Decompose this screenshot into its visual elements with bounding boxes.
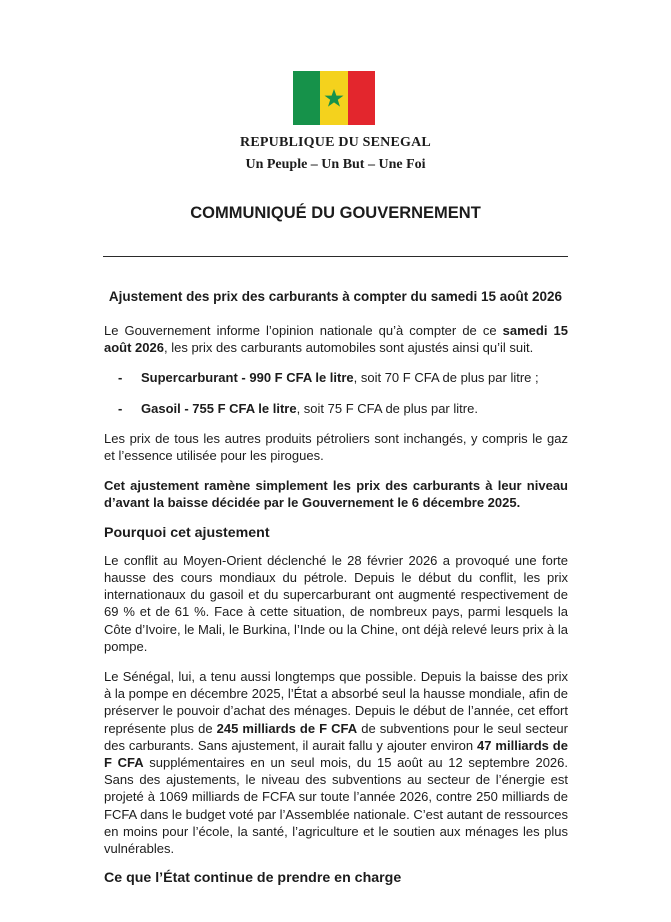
list-item (104, 369, 568, 386)
subsidy-text-3: supplémentaires en un seul mois, du 15 août au 12 septembre 2026. Sans des ajustements, le niveau des subventions au secteur de l’énergie est projeté à 1069 milliards de FCFA sur toute l’année 2026, contre 250 milliards de FCFA dans le budget voté par l’Assemblée nationale. C’est autant de ressources en moins pour l’école, la santé, l’agriculture et le soutien aux ménages les plus vulnérables. (104, 755, 568, 857)
republic-name: REPUBLIQUE DU SENEGAL (240, 135, 431, 150)
national-motto: Un Peuple – Un But – Une Foi (245, 157, 426, 172)
subsidy-text-1: Le Sénégal, lui, a tenu aussi longtemps que possible. Depuis la baisse des prix à la pompe en décembre 2025, l’État a absorbé seul la hausse mondiale, afin de préserver le pouvoir d’achat des ménages. Depuis le début de l’année, cet effort représente plus de (104, 669, 568, 736)
intro-date: samedi 15 août 2026 (104, 323, 568, 356)
page-title: COMMUNIQUÉ DU GOUVERNEMENT (190, 204, 481, 222)
flag-band-green (293, 71, 320, 125)
subject-heading: Ajustement des prix des carburants à compter du samedi 15 août 2026 (108, 289, 563, 304)
subsidy-amount-1: 245 milliards de F CFA (216, 720, 358, 736)
flag-band-red (348, 71, 375, 125)
section-heading-state: Ce que l’État continue de prendre en charge (104, 870, 402, 887)
subsidy-amount-2: 47 milliards de F CFA (104, 737, 568, 771)
intro-paragraph (104, 322, 568, 356)
price-detail: , soit 70 F CFA de plus par litre ; (353, 370, 539, 386)
bullet-dash: - (118, 370, 123, 386)
subsidy-paragraph (104, 668, 568, 857)
price-list (104, 369, 568, 416)
senegal-flag (293, 71, 375, 125)
subsidy-text-2: de subventions pour le seul secteur des carburants. Sans ajustement, il aurait fallu y ajouter environ (104, 720, 568, 753)
communique-body (104, 322, 568, 897)
bullet-dash: - (118, 400, 123, 416)
context-paragraph: Le conflit au Moyen-Orient déclenché le 28 février 2026 a provoqué une forte hausse des cours mondiaux du pétrole. Depuis le début du conflit, les prix internationaux du gasoil et du supercarburant ont augmenté respectivement de 69 % et de 61 %. Face à cette situation, de nombreux pays, parmi lesquels la Côte d’Ivoire, le Mali, le Burkina, l’Inde ou la Chine, ont déjà relevé leurs prix à la pompe. (104, 552, 568, 654)
list-item (104, 400, 568, 417)
intro-text-2: , les prix des carburants automobiles sont ajustés ainsi qu’il suit. (163, 340, 534, 356)
price-detail: , soit 75 F CFA de plus par litre. (296, 400, 478, 416)
star-icon (324, 88, 344, 108)
price-label: Gasoil - 755 F CFA le litre (141, 400, 297, 416)
section-heading-why: Pourquoi cet ajustement (104, 524, 270, 541)
adjustment-note: Cet ajustement ramène simplement les prix des carburants à leur niveau d’avant la baisse décidée par le Gouvernement le 6 décembre 2025. (104, 478, 568, 511)
intro-text-1: Le Gouvernement informe l’opinion nationale qu’à compter de ce (104, 323, 503, 338)
price-label: Supercarburant - 990 F CFA le litre (141, 370, 354, 386)
other-products-paragraph: Les prix de tous les autres produits pétroliers sont inchangés, y compris le gaz et l’essence utilisée pour les pirogues. (104, 430, 568, 464)
divider (103, 256, 568, 257)
